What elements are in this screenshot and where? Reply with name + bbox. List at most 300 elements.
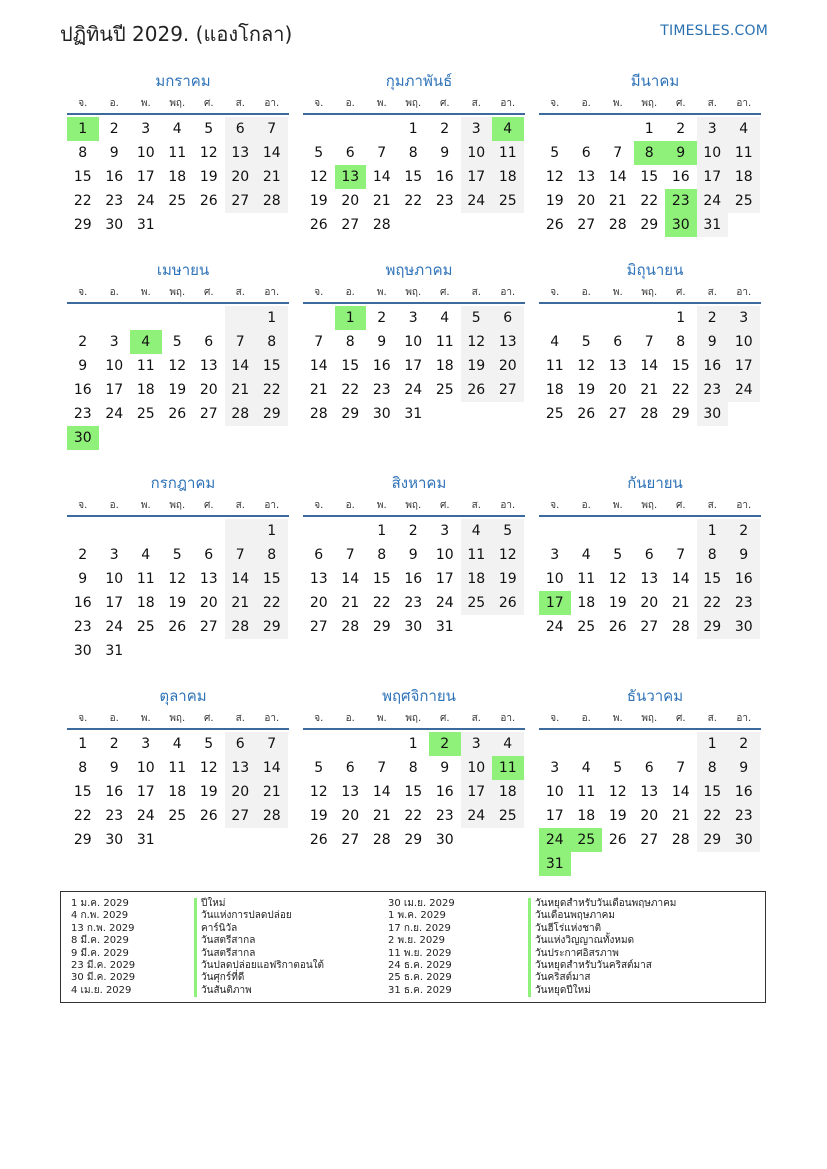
day-cell[interactable]: 21 [256,165,288,189]
day-cell[interactable]: 8 [697,543,729,567]
day-cell[interactable]: 27 [225,189,257,213]
day-cell[interactable]: 22 [73,193,92,209]
day-cell[interactable]: 31 [136,217,155,233]
day-cell[interactable]: 13 [335,165,367,189]
day-cell[interactable]: 6 [225,117,257,141]
day-cell[interactable]: 13 [309,571,328,587]
day-cell[interactable]: 17 [461,780,493,804]
day-cell[interactable]: 5 [461,306,493,330]
day-cell[interactable]: 19 [608,808,627,824]
day-cell[interactable]: 16 [105,169,124,185]
day-cell[interactable]: 26 [168,619,187,635]
day-cell[interactable]: 22 [372,595,391,611]
day-cell[interactable]: 28 [372,217,391,233]
day-cell[interactable]: 26 [309,217,328,233]
day-cell[interactable]: 20 [199,382,218,398]
day-cell[interactable]: 21 [309,382,328,398]
day-cell[interactable]: 28 [309,406,328,422]
day-cell[interactable]: 17 [404,358,423,374]
day-cell[interactable]: 27 [492,378,524,402]
day-cell[interactable]: 18 [492,165,524,189]
day-cell[interactable]: 5 [613,547,623,563]
day-cell[interactable]: 25 [492,189,524,213]
day-cell[interactable]: 15 [372,571,391,587]
day-cell[interactable]: 19 [199,784,218,800]
day-cell[interactable]: 13 [492,330,524,354]
day-cell[interactable]: 8 [377,547,387,563]
day-cell[interactable]: 2 [728,519,760,543]
day-cell[interactable]: 23 [73,619,92,635]
day-cell[interactable]: 22 [256,591,288,615]
day-cell[interactable]: 11 [545,358,564,374]
day-cell[interactable]: 9 [377,334,387,350]
day-cell[interactable]: 16 [105,784,124,800]
day-cell[interactable]: 23 [73,406,92,422]
day-cell[interactable]: 2 [440,121,450,137]
day-cell[interactable]: 30 [73,643,92,659]
day-cell[interactable]: 11 [492,141,524,165]
day-cell[interactable]: 3 [550,547,560,563]
day-cell[interactable]: 19 [545,193,564,209]
day-cell[interactable]: 10 [461,141,493,165]
day-cell[interactable]: 28 [341,619,360,635]
day-cell[interactable]: 1 [256,306,288,330]
day-cell[interactable]: 25 [136,619,155,635]
day-cell[interactable]: 30 [404,619,423,635]
day-cell[interactable]: 27 [199,406,218,422]
day-cell[interactable]: 3 [697,117,729,141]
day-cell[interactable]: 8 [345,334,355,350]
day-cell[interactable]: 4 [550,334,560,350]
day-cell[interactable]: 7 [377,760,387,776]
day-cell[interactable]: 7 [644,334,654,350]
day-cell[interactable]: 19 [309,193,328,209]
day-cell[interactable]: 27 [640,832,659,848]
day-cell[interactable]: 17 [545,808,564,824]
day-cell[interactable]: 26 [168,406,187,422]
day-cell[interactable]: 20 [225,165,257,189]
day-cell[interactable]: 28 [225,402,257,426]
day-cell[interactable]: 24 [461,189,493,213]
day-cell[interactable]: 3 [550,760,560,776]
day-cell[interactable]: 28 [640,406,659,422]
day-cell[interactable]: 8 [78,760,88,776]
day-cell[interactable]: 24 [461,804,493,828]
day-cell[interactable]: 1 [335,306,367,330]
day-cell[interactable]: 26 [309,832,328,848]
day-cell[interactable]: 6 [644,760,654,776]
day-cell[interactable]: 31 [404,406,423,422]
day-cell[interactable]: 9 [109,145,119,161]
day-cell[interactable]: 2 [78,547,88,563]
day-cell[interactable]: 22 [671,382,690,398]
day-cell[interactable]: 5 [581,334,591,350]
day-cell[interactable]: 20 [199,595,218,611]
day-cell[interactable]: 23 [435,193,454,209]
day-cell[interactable]: 14 [225,567,257,591]
day-cell[interactable]: 5 [314,145,324,161]
day-cell[interactable]: 16 [372,358,391,374]
day-cell[interactable]: 14 [225,354,257,378]
day-cell[interactable]: 18 [136,595,155,611]
day-cell[interactable]: 12 [608,784,627,800]
day-cell[interactable]: 24 [105,406,124,422]
day-cell[interactable]: 25 [136,406,155,422]
day-cell[interactable]: 27 [608,406,627,422]
day-cell[interactable]: 23 [697,378,729,402]
day-cell[interactable]: 15 [256,354,288,378]
day-cell[interactable]: 6 [225,732,257,756]
day-cell[interactable]: 28 [671,832,690,848]
day-cell[interactable]: 5 [613,760,623,776]
day-cell[interactable]: 4 [581,547,591,563]
day-cell[interactable]: 4 [172,121,182,137]
day-cell[interactable]: 12 [545,169,564,185]
day-cell[interactable]: 19 [168,595,187,611]
day-cell[interactable]: 14 [372,784,391,800]
day-cell[interactable]: 8 [634,141,666,165]
day-cell[interactable]: 18 [168,169,187,185]
day-cell[interactable]: 30 [697,402,729,426]
day-cell[interactable]: 3 [461,117,493,141]
day-cell[interactable]: 29 [341,406,360,422]
day-cell[interactable]: 27 [225,804,257,828]
day-cell[interactable]: 26 [608,619,627,635]
day-cell[interactable]: 28 [256,804,288,828]
day-cell[interactable]: 10 [105,571,124,587]
day-cell[interactable]: 14 [640,358,659,374]
day-cell[interactable]: 25 [571,828,603,852]
day-cell[interactable]: 19 [168,382,187,398]
site-link[interactable]: TIMESLES.COM [660,23,768,39]
day-cell[interactable]: 25 [168,808,187,824]
day-cell[interactable]: 15 [73,784,92,800]
day-cell[interactable]: 5 [314,760,324,776]
day-cell[interactable]: 13 [225,756,257,780]
day-cell[interactable]: 18 [728,165,760,189]
day-cell[interactable]: 3 [109,547,119,563]
day-cell[interactable]: 4 [440,310,450,326]
day-cell[interactable]: 13 [341,784,360,800]
day-cell[interactable]: 26 [545,217,564,233]
day-cell[interactable]: 7 [256,732,288,756]
day-cell[interactable]: 18 [577,808,596,824]
day-cell[interactable]: 30 [728,828,760,852]
day-cell[interactable]: 22 [404,193,423,209]
day-cell[interactable]: 22 [404,808,423,824]
day-cell[interactable]: 16 [73,382,92,398]
day-cell[interactable]: 29 [671,406,690,422]
day-cell[interactable]: 14 [372,169,391,185]
day-cell[interactable]: 1 [676,310,686,326]
day-cell[interactable]: 16 [728,567,760,591]
day-cell[interactable]: 15 [640,169,659,185]
day-cell[interactable]: 20 [640,808,659,824]
day-cell[interactable]: 1 [697,519,729,543]
day-cell[interactable]: 21 [372,808,391,824]
day-cell[interactable]: 10 [435,547,454,563]
day-cell[interactable]: 11 [435,334,454,350]
day-cell[interactable]: 6 [204,547,214,563]
day-cell[interactable]: 7 [314,334,324,350]
day-cell[interactable]: 12 [168,571,187,587]
day-cell[interactable]: 28 [671,619,690,635]
day-cell[interactable]: 3 [440,523,450,539]
day-cell[interactable]: 22 [256,378,288,402]
day-cell[interactable]: 5 [204,736,214,752]
day-cell[interactable]: 24 [545,619,564,635]
day-cell[interactable]: 24 [435,595,454,611]
day-cell[interactable]: 23 [372,382,391,398]
day-cell[interactable]: 23 [105,808,124,824]
day-cell[interactable]: 11 [461,543,493,567]
day-cell[interactable]: 10 [697,141,729,165]
day-cell[interactable]: 1 [377,523,387,539]
day-cell[interactable]: 20 [341,193,360,209]
day-cell[interactable]: 27 [199,619,218,635]
day-cell[interactable]: 2 [697,306,729,330]
day-cell[interactable]: 24 [105,619,124,635]
day-cell[interactable]: 26 [199,193,218,209]
day-cell[interactable]: 4 [728,117,760,141]
day-cell[interactable]: 14 [671,571,690,587]
day-cell[interactable]: 1 [67,117,99,141]
day-cell[interactable]: 20 [577,193,596,209]
day-cell[interactable]: 19 [461,354,493,378]
day-cell[interactable]: 15 [73,169,92,185]
day-cell[interactable]: 1 [256,519,288,543]
day-cell[interactable]: 15 [697,780,729,804]
day-cell[interactable]: 30 [728,615,760,639]
day-cell[interactable]: 11 [577,571,596,587]
day-cell[interactable]: 23 [728,804,760,828]
day-cell[interactable]: 24 [404,382,423,398]
day-cell[interactable]: 6 [314,547,324,563]
day-cell[interactable]: 11 [168,145,187,161]
day-cell[interactable]: 12 [309,784,328,800]
day-cell[interactable]: 18 [577,595,596,611]
day-cell[interactable]: 15 [697,567,729,591]
day-cell[interactable]: 10 [545,571,564,587]
day-cell[interactable]: 6 [492,306,524,330]
day-cell[interactable]: 22 [697,591,729,615]
day-cell[interactable]: 25 [435,382,454,398]
day-cell[interactable]: 20 [309,595,328,611]
day-cell[interactable]: 5 [492,519,524,543]
day-cell[interactable]: 30 [372,406,391,422]
day-cell[interactable]: 17 [539,591,571,615]
day-cell[interactable]: 15 [341,358,360,374]
day-cell[interactable]: 17 [105,595,124,611]
day-cell[interactable]: 9 [109,760,119,776]
day-cell[interactable]: 3 [109,334,119,350]
day-cell[interactable]: 10 [404,334,423,350]
day-cell[interactable]: 8 [676,334,686,350]
day-cell[interactable]: 11 [492,756,524,780]
day-cell[interactable]: 21 [608,193,627,209]
day-cell[interactable]: 31 [435,619,454,635]
day-cell[interactable]: 13 [640,571,659,587]
day-cell[interactable]: 3 [141,736,151,752]
day-cell[interactable]: 14 [256,141,288,165]
day-cell[interactable]: 28 [372,832,391,848]
day-cell[interactable]: 15 [404,784,423,800]
day-cell[interactable]: 17 [697,165,729,189]
day-cell[interactable]: 26 [577,406,596,422]
day-cell[interactable]: 31 [136,832,155,848]
day-cell[interactable]: 21 [372,193,391,209]
day-cell[interactable]: 6 [345,760,355,776]
day-cell[interactable]: 29 [372,619,391,635]
day-cell[interactable]: 8 [408,145,418,161]
day-cell[interactable]: 20 [640,595,659,611]
day-cell[interactable]: 17 [136,784,155,800]
day-cell[interactable]: 18 [492,780,524,804]
day-cell[interactable]: 14 [671,784,690,800]
day-cell[interactable]: 12 [461,330,493,354]
day-cell[interactable]: 26 [608,832,627,848]
day-cell[interactable]: 17 [435,571,454,587]
day-cell[interactable]: 22 [73,808,92,824]
day-cell[interactable]: 23 [404,595,423,611]
day-cell[interactable]: 21 [225,378,257,402]
day-cell[interactable]: 19 [199,169,218,185]
day-cell[interactable]: 25 [168,193,187,209]
day-cell[interactable]: 4 [461,519,493,543]
day-cell[interactable]: 11 [168,760,187,776]
day-cell[interactable]: 21 [341,595,360,611]
day-cell[interactable]: 14 [608,169,627,185]
day-cell[interactable]: 12 [492,543,524,567]
day-cell[interactable]: 10 [461,756,493,780]
day-cell[interactable]: 30 [67,426,99,450]
day-cell[interactable]: 9 [728,756,760,780]
day-cell[interactable]: 14 [256,756,288,780]
day-cell[interactable]: 20 [608,382,627,398]
day-cell[interactable]: 16 [435,169,454,185]
day-cell[interactable]: 12 [608,571,627,587]
day-cell[interactable]: 9 [665,141,697,165]
day-cell[interactable]: 30 [435,832,454,848]
day-cell[interactable]: 27 [309,619,328,635]
day-cell[interactable]: 29 [73,217,92,233]
day-cell[interactable]: 7 [345,547,355,563]
day-cell[interactable]: 5 [204,121,214,137]
day-cell[interactable]: 9 [408,547,418,563]
day-cell[interactable]: 24 [697,189,729,213]
day-cell[interactable]: 16 [435,784,454,800]
day-cell[interactable]: 18 [545,382,564,398]
day-cell[interactable]: 12 [577,358,596,374]
day-cell[interactable]: 2 [78,334,88,350]
day-cell[interactable]: 5 [172,334,182,350]
day-cell[interactable]: 27 [341,832,360,848]
day-cell[interactable]: 8 [78,145,88,161]
day-cell[interactable]: 1 [78,736,88,752]
day-cell[interactable]: 29 [697,828,729,852]
day-cell[interactable]: 13 [640,784,659,800]
day-cell[interactable]: 10 [136,145,155,161]
day-cell[interactable]: 20 [341,808,360,824]
day-cell[interactable]: 10 [545,784,564,800]
day-cell[interactable]: 4 [492,732,524,756]
day-cell[interactable]: 19 [577,382,596,398]
day-cell[interactable]: 14 [341,571,360,587]
day-cell[interactable]: 28 [225,615,257,639]
day-cell[interactable]: 4 [141,547,151,563]
day-cell[interactable]: 13 [608,358,627,374]
day-cell[interactable]: 2 [676,121,686,137]
day-cell[interactable]: 8 [256,543,288,567]
day-cell[interactable]: 13 [225,141,257,165]
day-cell[interactable]: 18 [435,358,454,374]
day-cell[interactable]: 4 [492,117,524,141]
day-cell[interactable]: 2 [109,121,119,137]
day-cell[interactable]: 12 [309,169,328,185]
day-cell[interactable]: 3 [728,306,760,330]
day-cell[interactable]: 12 [168,358,187,374]
day-cell[interactable]: 27 [640,619,659,635]
day-cell[interactable]: 31 [697,213,729,237]
day-cell[interactable]: 13 [199,358,218,374]
day-cell[interactable]: 17 [136,169,155,185]
day-cell[interactable]: 29 [404,832,423,848]
day-cell[interactable]: 10 [136,760,155,776]
day-cell[interactable]: 21 [640,382,659,398]
day-cell[interactable]: 6 [613,334,623,350]
day-cell[interactable]: 22 [341,382,360,398]
day-cell[interactable]: 7 [225,330,257,354]
day-cell[interactable]: 30 [665,213,697,237]
day-cell[interactable]: 25 [545,406,564,422]
day-cell[interactable]: 9 [78,358,88,374]
day-cell[interactable]: 1 [697,732,729,756]
day-cell[interactable]: 5 [172,547,182,563]
day-cell[interactable]: 25 [728,189,760,213]
day-cell[interactable]: 18 [168,784,187,800]
day-cell[interactable]: 16 [73,595,92,611]
day-cell[interactable]: 9 [78,571,88,587]
day-cell[interactable]: 7 [676,760,686,776]
day-cell[interactable]: 8 [256,330,288,354]
day-cell[interactable]: 20 [492,354,524,378]
day-cell[interactable]: 7 [613,145,623,161]
day-cell[interactable]: 9 [440,760,450,776]
day-cell[interactable]: 11 [728,141,760,165]
day-cell[interactable]: 6 [581,145,591,161]
day-cell[interactable]: 27 [341,217,360,233]
day-cell[interactable]: 1 [644,121,654,137]
day-cell[interactable]: 4 [130,330,162,354]
day-cell[interactable]: 18 [136,382,155,398]
day-cell[interactable]: 26 [461,378,493,402]
day-cell[interactable]: 17 [105,382,124,398]
day-cell[interactable]: 10 [728,330,760,354]
day-cell[interactable]: 13 [199,571,218,587]
day-cell[interactable]: 26 [199,808,218,824]
day-cell[interactable]: 30 [105,217,124,233]
day-cell[interactable]: 10 [105,358,124,374]
day-cell[interactable]: 31 [105,643,124,659]
day-cell[interactable]: 1 [408,736,418,752]
day-cell[interactable]: 11 [577,784,596,800]
day-cell[interactable]: 9 [440,145,450,161]
day-cell[interactable]: 23 [435,808,454,824]
day-cell[interactable]: 15 [404,169,423,185]
day-cell[interactable]: 11 [136,358,155,374]
day-cell[interactable]: 4 [172,736,182,752]
day-cell[interactable]: 3 [461,732,493,756]
